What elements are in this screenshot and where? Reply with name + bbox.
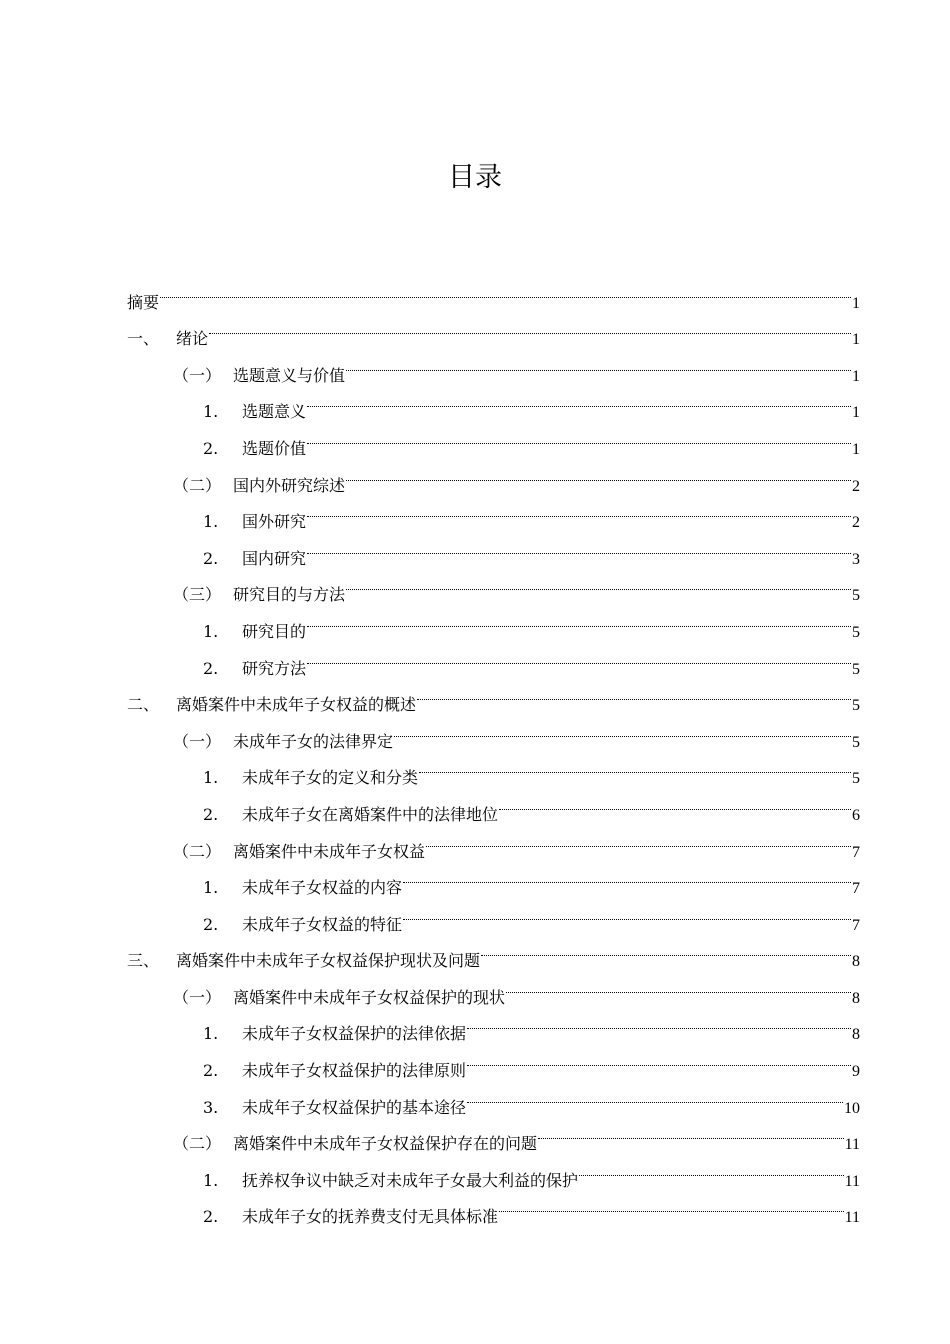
toc-entry-page-number: 6 (852, 806, 860, 824)
toc-entry-number: 2. (203, 1061, 219, 1081)
toc-dot-leader (394, 710, 851, 747)
toc-entry-page-number: 1 (852, 367, 860, 385)
toc-entry-page-number: 1 (852, 440, 860, 458)
toc-entry-page-number: 8 (852, 953, 860, 971)
toc-entry-page-number: 3 (852, 550, 860, 568)
toc-entry-number: 1. (203, 621, 219, 641)
page-title: 目录 (448, 162, 502, 193)
toc-dot-leader (403, 893, 851, 930)
toc-entry-number: 2. (203, 548, 219, 568)
toc-dot-leader (426, 820, 851, 857)
toc-dot-leader (346, 454, 851, 491)
toc-entry-page-number: 1 (852, 294, 860, 312)
toc-entry-number: 1. (203, 512, 219, 532)
toc-entry-page-number: 8 (852, 989, 860, 1007)
toc-entry-number: 2. (203, 804, 219, 824)
table-of-contents (127, 271, 860, 1227)
toc-entry-page-number: 2 (852, 477, 860, 495)
toc-entry-label: 未成年子女的定义和分类 (242, 768, 419, 788)
toc-entry-number: 2. (203, 1207, 219, 1227)
toc-entry[interactable] (127, 344, 860, 385)
toc-entry-label: 研究目的 (242, 621, 307, 641)
toc-dot-leader (346, 564, 851, 601)
toc-entry-page-number: 2 (852, 514, 860, 532)
toc-dot-leader (209, 308, 851, 345)
toc-entry-page-number: 11 (844, 1172, 860, 1190)
toc-entry-page-number: 7 (852, 916, 860, 934)
toc-dot-leader (499, 1186, 844, 1223)
toc-entry-number: 三、 (127, 951, 160, 971)
toc-dot-leader (467, 1039, 851, 1076)
toc-entry-label: 未成年子女权益保护的法律依据 (242, 1024, 467, 1044)
toc-entry-label: 离婚案件中未成年子女权益保护的现状 (233, 987, 506, 1007)
toc-entry-label: 未成年子女权益的内容 (242, 878, 403, 898)
toc-entry-page-number: 5 (852, 660, 860, 678)
toc-entry-number: 1. (203, 1170, 219, 1190)
toc-entry-page-number: 5 (852, 733, 860, 751)
toc-entry-number: 3. (203, 1097, 219, 1117)
toc-dot-leader (467, 1003, 851, 1040)
toc-dot-leader (506, 966, 851, 1003)
toc-dot-leader (307, 417, 851, 454)
toc-dot-leader (579, 1149, 844, 1186)
toc-entry-number: 1. (203, 402, 219, 422)
toc-dot-leader (346, 344, 851, 381)
toc-entry-label: 未成年子女权益保护的法律原则 (242, 1061, 467, 1081)
toc-entry-label: 绪论 (176, 329, 209, 349)
toc-entry-label: 未成年子女权益的特征 (242, 914, 403, 934)
toc-entry-page-number: 10 (844, 1099, 860, 1117)
toc-dot-leader (307, 527, 851, 564)
toc-entry-number: （一） (173, 365, 222, 385)
toc-dot-leader (160, 271, 851, 308)
toc-entry-label: 国内研究 (242, 548, 307, 568)
toc-dot-leader (481, 930, 851, 967)
toc-entry-number: 1. (203, 878, 219, 898)
toc-entry[interactable] (127, 308, 860, 349)
toc-dot-leader (307, 600, 851, 637)
toc-entry-label: 未成年子女在离婚案件中的法律地位 (242, 804, 499, 824)
toc-entry-page-number: 5 (852, 697, 860, 715)
toc-dot-leader (499, 783, 851, 820)
toc-dot-leader (467, 1076, 843, 1113)
toc-entry-page-number: 11 (844, 1136, 860, 1154)
toc-dot-leader (403, 857, 851, 894)
toc-entry-number: 二、 (127, 695, 160, 715)
toc-entry-label: 摘要 (127, 292, 160, 312)
toc-entry[interactable] (127, 271, 860, 312)
toc-entry-number: （二） (173, 1134, 222, 1154)
toc-entry-label: 未成年子女权益保护的基本途径 (242, 1097, 467, 1117)
toc-entry-number: （三） (173, 585, 222, 605)
toc-entry-number: 2. (203, 438, 219, 458)
toc-entry-page-number: 1 (852, 404, 860, 422)
toc-entry-number: 2. (203, 914, 219, 934)
toc-entry-page-number: 5 (852, 623, 860, 641)
toc-dot-leader (538, 1113, 844, 1150)
toc-entry-number: （一） (173, 731, 222, 751)
toc-entry-number: 1. (203, 768, 219, 788)
toc-dot-leader (307, 637, 851, 674)
toc-dot-leader (419, 747, 851, 784)
toc-entry-label: 离婚案件中未成年子女权益保护现状及问题 (176, 951, 481, 971)
toc-entry-label: 选题价值 (242, 438, 307, 458)
toc-dot-leader (417, 674, 851, 711)
toc-entry-number: （二） (173, 475, 222, 495)
toc-entry-label: 选题意义与价值 (233, 365, 346, 385)
toc-entry-page-number: 7 (852, 880, 860, 898)
toc-entry-number: 一、 (127, 329, 160, 349)
toc-entry-page-number: 11 (844, 1209, 860, 1227)
toc-entry-label: 未成年子女的抚养费支付无具体标准 (242, 1207, 499, 1227)
toc-entry-number: （二） (173, 841, 222, 861)
toc-entry-page-number: 8 (852, 1026, 860, 1044)
toc-entry-page-number: 5 (852, 770, 860, 788)
toc-dot-leader (307, 491, 851, 528)
toc-entry-number: 1. (203, 1024, 219, 1044)
toc-entry-number: （一） (173, 987, 222, 1007)
toc-entry-label: 未成年子女的法律界定 (233, 731, 394, 751)
toc-entry-page-number: 9 (852, 1063, 860, 1081)
toc-dot-leader (307, 381, 851, 418)
toc-entry-number: 2. (203, 658, 219, 678)
toc-entry-page-number: 1 (852, 331, 860, 349)
toc-entry-label: 离婚案件中未成年子女权益的概述 (176, 695, 417, 715)
toc-entry-label: 离婚案件中未成年子女权益 (233, 841, 426, 861)
toc-entry-label: 选题意义 (242, 402, 307, 422)
toc-entry-label: 抚养权争议中缺乏对未成年子女最大利益的保护 (242, 1170, 579, 1190)
toc-entry-label: 离婚案件中未成年子女权益保护存在的问题 (233, 1134, 538, 1154)
toc-entry-page-number: 5 (852, 587, 860, 605)
toc-entry-label: 研究目的与方法 (233, 585, 346, 605)
toc-entry-page-number: 7 (852, 843, 860, 861)
toc-entry-label: 国内外研究综述 (233, 475, 346, 495)
toc-entry-label: 研究方法 (242, 658, 307, 678)
toc-entry-label: 国外研究 (242, 512, 307, 532)
